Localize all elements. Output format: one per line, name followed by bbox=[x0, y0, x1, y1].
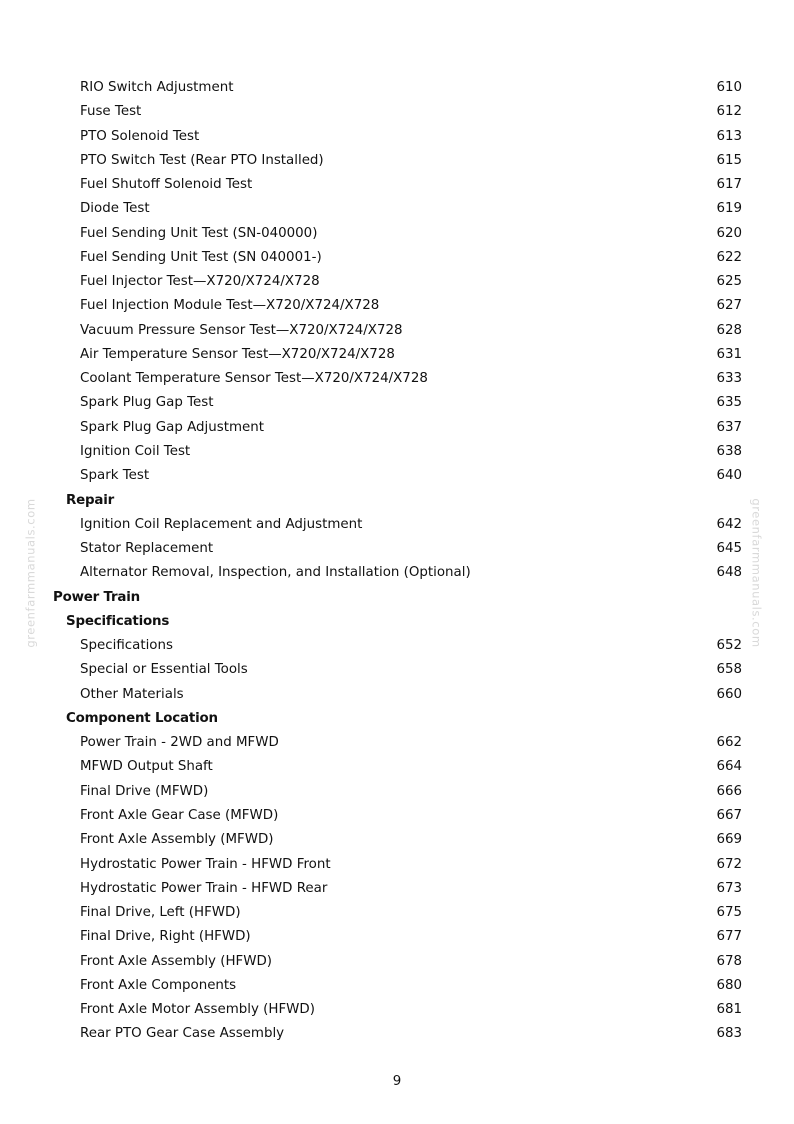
toc-entry-page: 678 bbox=[716, 953, 742, 969]
toc-entry[interactable] bbox=[0, 804, 794, 828]
toc-entry[interactable] bbox=[0, 319, 794, 343]
toc-entry[interactable] bbox=[0, 270, 794, 294]
toc-entry-page: 617 bbox=[716, 177, 742, 193]
toc-entry-page: 637 bbox=[716, 419, 742, 435]
toc-entry-title: Fuse Test bbox=[80, 104, 142, 120]
toc-entry-title: Other Materials bbox=[80, 686, 184, 702]
toc-entry[interactable] bbox=[0, 877, 794, 901]
toc-entry-page: 673 bbox=[716, 880, 742, 896]
toc-entry-page: 683 bbox=[716, 1026, 742, 1042]
toc-entry-page: 680 bbox=[716, 977, 742, 993]
toc-entry-page: 667 bbox=[716, 807, 742, 823]
toc-entry[interactable] bbox=[0, 367, 794, 391]
toc-entry[interactable] bbox=[0, 464, 794, 488]
toc-entry-title: Front Axle Components bbox=[80, 977, 237, 993]
toc-entry[interactable] bbox=[0, 950, 794, 974]
toc-entry-page: 620 bbox=[716, 225, 742, 241]
toc-entry-page: 613 bbox=[716, 128, 742, 144]
toc-entry-page: 627 bbox=[716, 298, 742, 314]
toc-entry-page: 645 bbox=[716, 541, 742, 557]
toc-entry-page: 610 bbox=[716, 80, 742, 95]
toc-entry[interactable] bbox=[0, 853, 794, 877]
toc-entry-page: 675 bbox=[716, 905, 742, 921]
toc-entry[interactable] bbox=[0, 125, 794, 149]
toc-entry[interactable] bbox=[0, 537, 794, 561]
toc-entry-title: Spark Plug Gap Adjustment bbox=[80, 419, 264, 435]
toc-entry-page: 640 bbox=[716, 468, 742, 484]
toc-entry[interactable] bbox=[0, 343, 794, 367]
toc-entry[interactable] bbox=[0, 925, 794, 949]
toc-entry-title: Fuel Injector Test—X720/X724/X728 bbox=[80, 274, 320, 290]
toc-entry[interactable] bbox=[0, 561, 794, 585]
watermark-right: greenfarmmanuals.com bbox=[749, 498, 764, 648]
toc-entry-title: Rear PTO Gear Case Assembly bbox=[80, 1026, 285, 1042]
toc-entry-title: Coolant Temperature Sensor Test—X720/X724/X728 bbox=[80, 371, 428, 387]
toc-entry-page: 638 bbox=[716, 443, 742, 459]
toc-entry-title: Hydrostatic Power Train - HFWD Rear bbox=[80, 880, 328, 896]
toc-entry-title: Fuel Sending Unit Test (SN-040000) bbox=[80, 225, 318, 241]
toc-entry[interactable] bbox=[0, 974, 794, 998]
toc-entry-title: Stator Replacement bbox=[80, 541, 214, 557]
toc-entry[interactable] bbox=[0, 391, 794, 415]
toc-entry-page: 658 bbox=[716, 662, 742, 678]
toc-entry-page: 622 bbox=[716, 249, 742, 265]
toc-entry[interactable] bbox=[0, 149, 794, 173]
toc-entry-title: Hydrostatic Power Train - HFWD Front bbox=[80, 856, 331, 872]
table-of-contents bbox=[0, 76, 794, 1047]
toc-entry[interactable] bbox=[0, 658, 794, 682]
toc-entry-page: 612 bbox=[716, 104, 742, 120]
toc-entry[interactable] bbox=[0, 998, 794, 1022]
toc-entry[interactable] bbox=[0, 416, 794, 440]
toc-heading bbox=[0, 586, 794, 610]
toc-entry-page: 677 bbox=[716, 929, 742, 945]
toc-entry-page: 672 bbox=[716, 856, 742, 872]
toc-entry-title: Final Drive, Left (HFWD) bbox=[80, 905, 241, 921]
toc-entry-title: PTO Solenoid Test bbox=[80, 128, 200, 144]
toc-entry[interactable] bbox=[0, 1022, 794, 1046]
toc-entry-page: 642 bbox=[716, 516, 742, 532]
toc-entry[interactable] bbox=[0, 100, 794, 124]
toc-entry-title: Fuel Injection Module Test—X720/X724/X728 bbox=[80, 298, 380, 314]
toc-entry[interactable] bbox=[0, 294, 794, 318]
toc-entry-title: Air Temperature Sensor Test—X720/X724/X728 bbox=[80, 346, 395, 362]
toc-heading bbox=[0, 707, 794, 731]
toc-entry-page: 619 bbox=[716, 201, 742, 217]
toc-entry-title: Repair bbox=[66, 492, 115, 508]
toc-entry-title: Final Drive (MFWD) bbox=[80, 783, 209, 799]
toc-entry[interactable] bbox=[0, 828, 794, 852]
toc-entry[interactable] bbox=[0, 222, 794, 246]
toc-entry-title: Specifications bbox=[66, 613, 170, 629]
page-number: 9 bbox=[392, 1074, 402, 1089]
toc-entry-title: Fuel Sending Unit Test (SN 040001-) bbox=[80, 249, 322, 265]
toc-entry-title: Spark Plug Gap Test bbox=[80, 395, 214, 411]
toc-entry-title: Power Train bbox=[53, 589, 140, 605]
toc-entry-title: Power Train - 2WD and MFWD bbox=[80, 735, 279, 751]
toc-entry[interactable] bbox=[0, 440, 794, 464]
toc-entry-page: 635 bbox=[716, 395, 742, 411]
toc-entry-title: Special or Essential Tools bbox=[80, 662, 248, 678]
toc-entry-page: 669 bbox=[716, 832, 742, 848]
toc-entry-title: Diode Test bbox=[80, 201, 150, 217]
toc-entry[interactable] bbox=[0, 173, 794, 197]
toc-entry-page: 660 bbox=[716, 686, 742, 702]
toc-heading bbox=[0, 610, 794, 634]
toc-entry[interactable] bbox=[0, 76, 794, 100]
toc-entry-title: Ignition Coil Replacement and Adjustment bbox=[80, 516, 363, 532]
toc-entry-page: 633 bbox=[716, 371, 742, 387]
toc-entry-page: 664 bbox=[716, 759, 742, 775]
toc-entry-title: Vacuum Pressure Sensor Test—X720/X724/X728 bbox=[80, 322, 403, 338]
toc-entry-title: Specifications bbox=[80, 638, 173, 654]
toc-entry[interactable] bbox=[0, 513, 794, 537]
toc-entry[interactable] bbox=[0, 634, 794, 658]
toc-entry-page: 662 bbox=[716, 735, 742, 751]
toc-entry-title: Front Axle Motor Assembly (HFWD) bbox=[80, 1002, 315, 1018]
toc-entry-title: Final Drive, Right (HFWD) bbox=[80, 929, 251, 945]
toc-entry[interactable] bbox=[0, 901, 794, 925]
toc-entry[interactable] bbox=[0, 246, 794, 270]
toc-entry-page: 628 bbox=[716, 322, 742, 338]
toc-entry-title: Alternator Removal, Inspection, and Installation (Optional) bbox=[80, 565, 471, 581]
toc-entry-title: Front Axle Gear Case (MFWD) bbox=[80, 807, 279, 823]
toc-entry-title: Component Location bbox=[66, 710, 218, 726]
toc-entry-page: 631 bbox=[716, 346, 742, 362]
watermark-left: greenfarmmanuals.com bbox=[23, 498, 38, 648]
toc-entry-title: RIO Switch Adjustment bbox=[80, 80, 234, 95]
toc-entry-title: Ignition Coil Test bbox=[80, 443, 191, 459]
toc-entry[interactable] bbox=[0, 683, 794, 707]
toc-entry-title: PTO Switch Test (Rear PTO Installed) bbox=[80, 152, 324, 168]
toc-entry[interactable] bbox=[0, 755, 794, 779]
toc-entry-title: Fuel Shutoff Solenoid Test bbox=[80, 177, 253, 193]
toc-entry-title: Front Axle Assembly (MFWD) bbox=[80, 832, 274, 848]
toc-entry-page: 666 bbox=[716, 783, 742, 799]
toc-entry-page: 648 bbox=[716, 565, 742, 581]
toc-entry-page: 615 bbox=[716, 152, 742, 168]
toc-entry-page: 681 bbox=[716, 1002, 742, 1018]
toc-entry-page: 652 bbox=[716, 638, 742, 654]
toc-entry[interactable] bbox=[0, 731, 794, 755]
toc-entry-title: Front Axle Assembly (HFWD) bbox=[80, 953, 272, 969]
toc-entry[interactable] bbox=[0, 197, 794, 221]
toc-entry-page: 625 bbox=[716, 274, 742, 290]
toc-entry[interactable] bbox=[0, 780, 794, 804]
toc-heading bbox=[0, 489, 794, 513]
toc-entry-title: Spark Test bbox=[80, 468, 150, 484]
toc-entry-title: MFWD Output Shaft bbox=[80, 759, 213, 775]
